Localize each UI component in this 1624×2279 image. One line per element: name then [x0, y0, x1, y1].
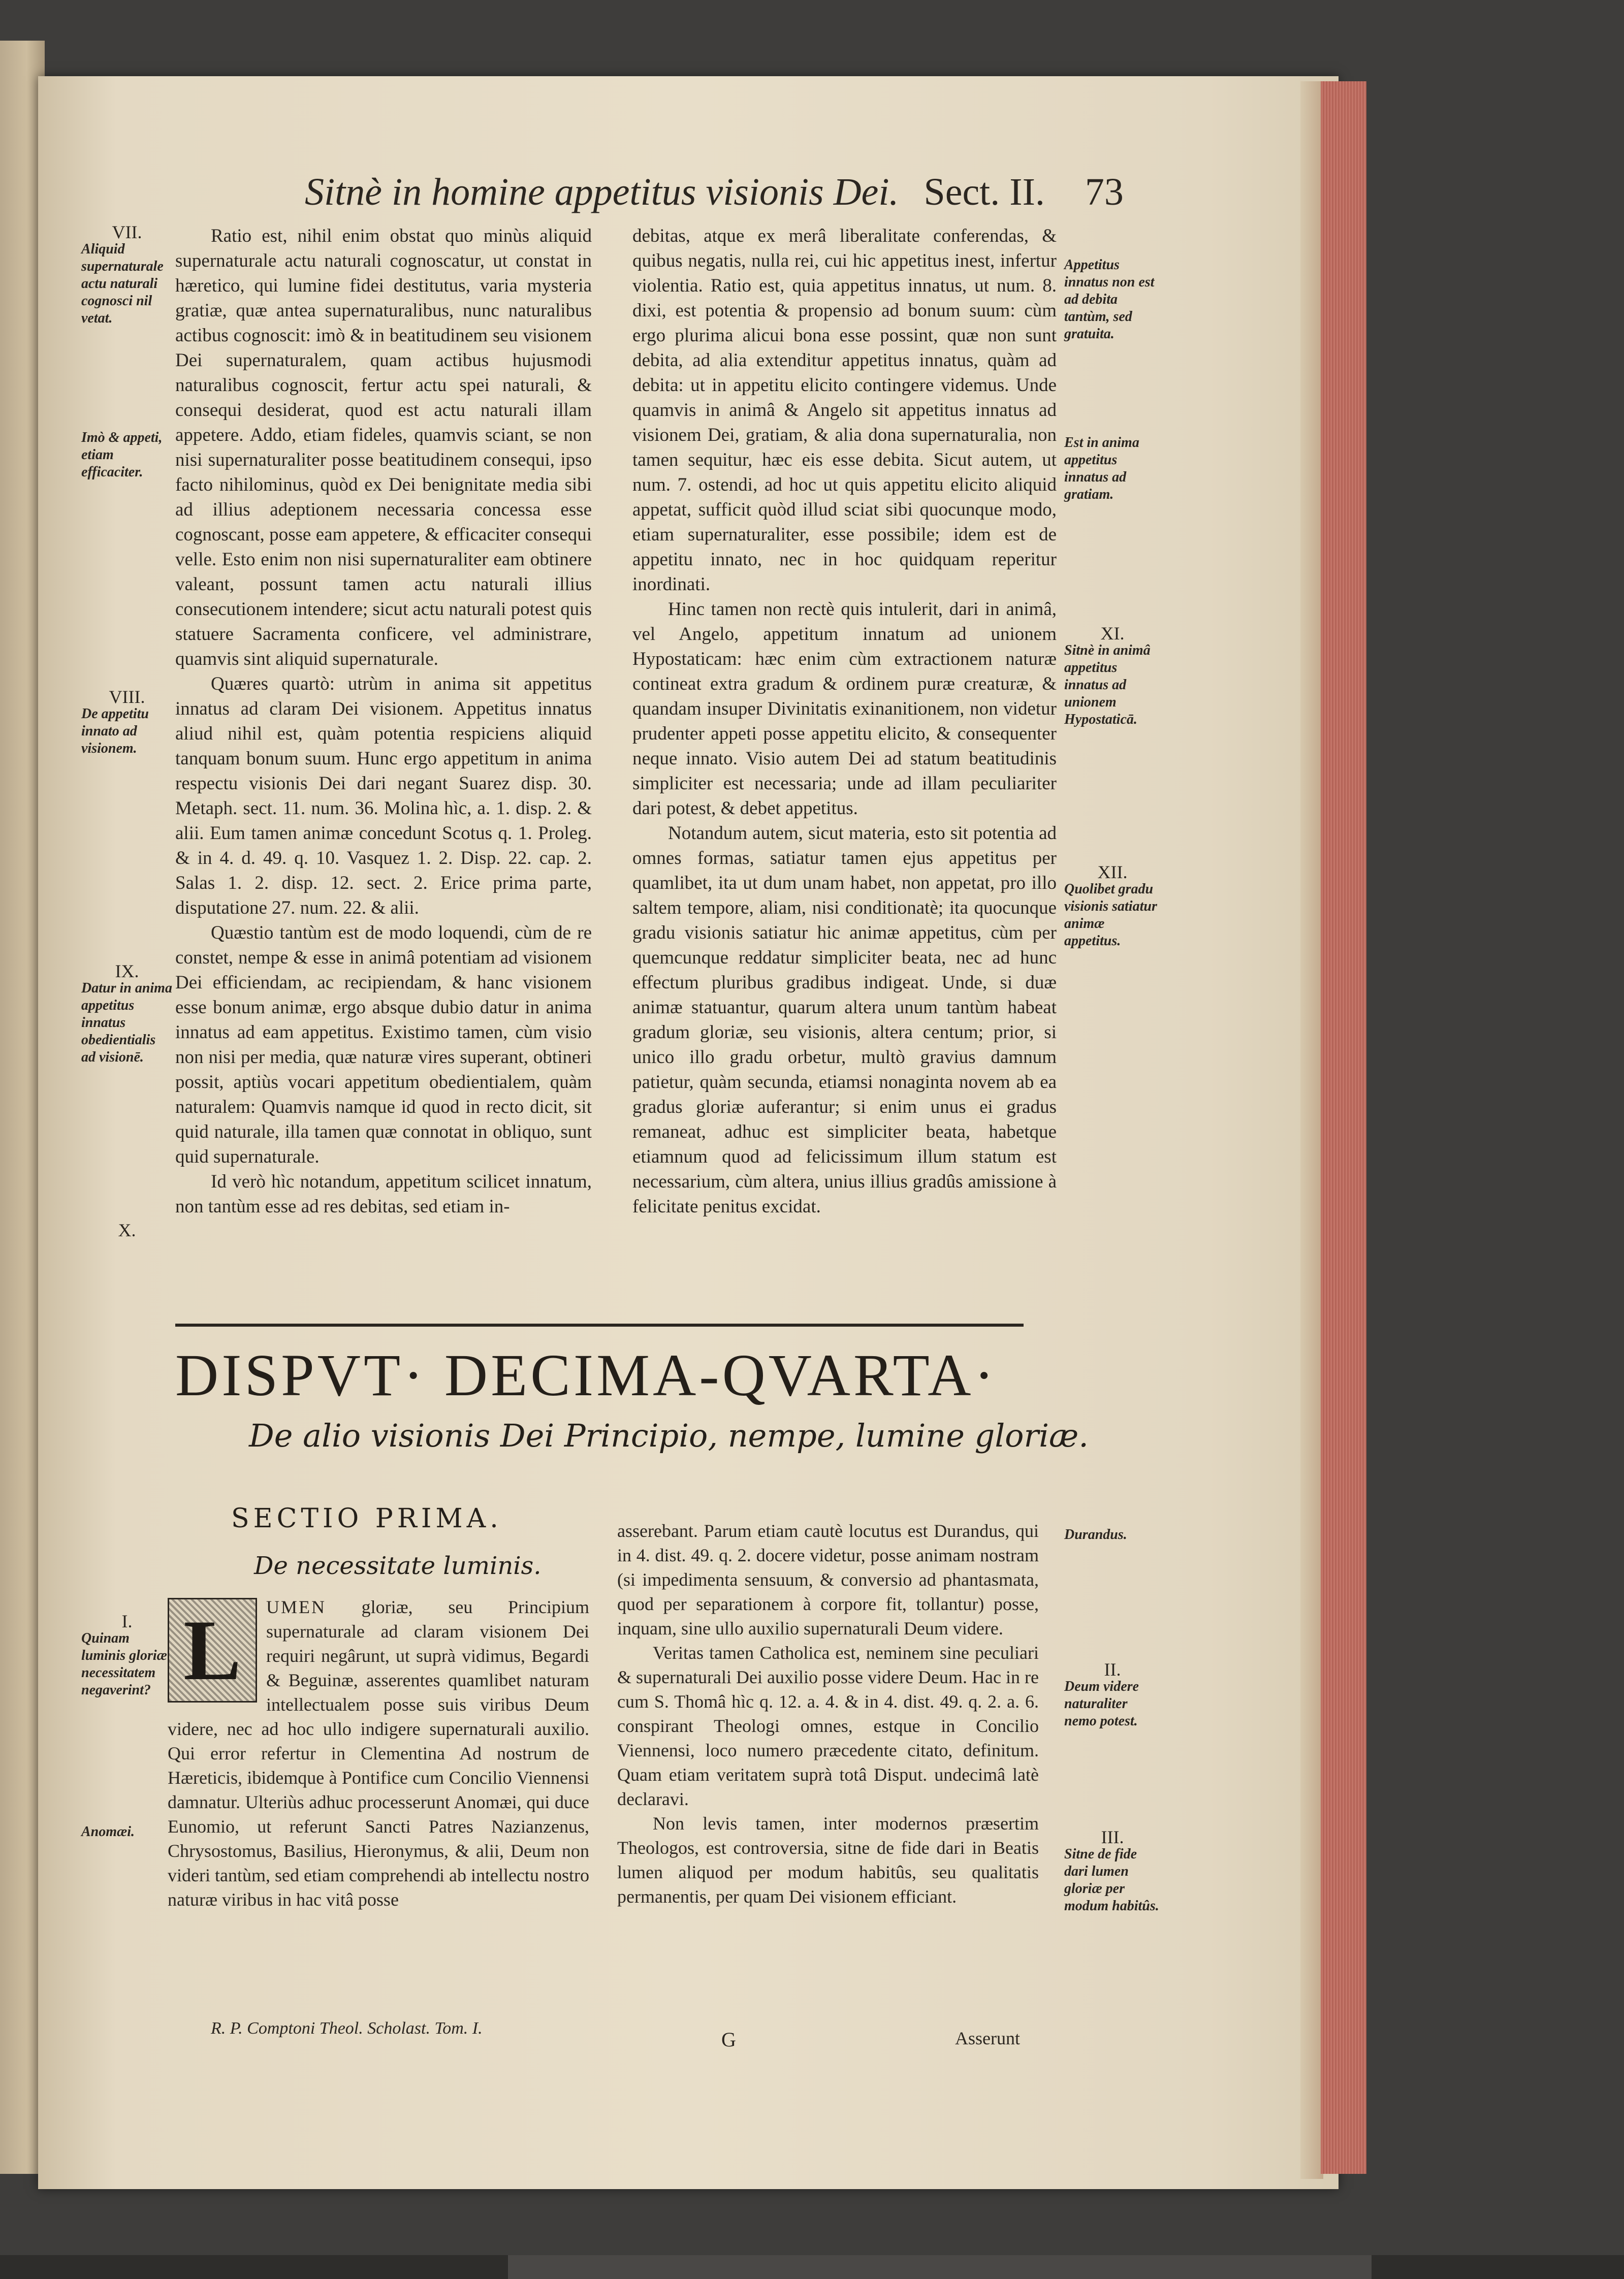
paragraph: Quæres quartò: utrùm in anima sit appetitus innatus ad claram Dei visionem. Appetitus innatus aliud nihil est, quàm potentia respiciens aliquid tanquam bonum suum. Hunc ergo appetitum in anima respectu visionis Dei dari negant Suarez disp. 30. Metaph. sect. 11. num. 36. Molina hìc, a. 1. disp. 2. & alii. Eum tamen animæ concedunt Scotus q. 1. Proleg. & in 4. d. 49. q. 10. Vasquez 1. 2. Disp. 22. cap. 2. Salas 1. 2. disp. 12. sect. 2. Erice prima parte, disputatione 27. num. 22. & alii.	[175, 673, 592, 918]
margin-note: I. Quinam luminis gloriæ necessitatem negaverint?	[81, 1611, 167, 1698]
section-title: SECTIO PRIMA.	[231, 1503, 502, 1534]
margin-note: Durandus.	[1064, 1527, 1127, 1543]
paragraph: asserebant. Parum etiam cautè locutus est Durandus, qui in 4. dist. 49. q. 2. docere videtur, posse animam nostram (si impedimenta sensuum, & conversio ad phantasmata, quod per separationem à corpore fit, tollantur) posse, inquam, sine ullo auxilio supernaturali Deum videre.	[617, 1521, 1039, 1639]
running-header	[305, 170, 1124, 214]
lower-left-column	[168, 1595, 589, 1912]
disputation-subtitle: De alio visionis Dei Principio, nempe, lumine gloriæ.	[249, 1417, 1089, 1454]
margin-note: X.	[118, 1220, 136, 1240]
page-number: 73	[1085, 171, 1124, 213]
signature-mark: G	[721, 2028, 736, 2051]
upper-right-column	[632, 223, 1057, 1219]
page-stack-edge	[1300, 81, 1323, 2179]
margin-note: IX. Datur in anima appetitus innatus obedientialis ad visionē.	[81, 961, 172, 1065]
paragraph: Hinc tamen non rectè quis intulerit, dari in animâ, vel Angelo, appetitum innatum ad unionem Hypostaticam: hæc enim cùm extractionem naturæ contineat extra gradum & ordinem puræ creaturæ, & quandam insuper Divinitatis exinanitionem, non videtur prudenter appeti posse appetitu elicito, & consequenter neque innato. Visio autem Dei ad statum beatitudinis simpliciter est necessaria; unde ad illam peculiariter dari potest, & debet appetitus.	[632, 599, 1057, 819]
paragraph: gloriæ, seu Principium supernaturale ad claram visionem Dei requiri negârunt, ut suprà vidimus, Begardi & Beguinæ, asserentes quamlibet naturam intellectualem posse suis viribus Deum videre, nec ad hoc ullo indigere supernaturali auxilio. Qui error refertur in Clementina Ad nostrum de Hæreticis, ibidemque à Pontifice cum Concilio Viennensi damnatur. Ulteriùs adhuc processerunt Anomæi, qui duce Eunomio, ut referunt Sancti Patres Nazianzenus, Chrysostomus, Basilius, Hieronymus, & alii, Deum non videri tantùm, sed etiam comprehendi ab intellectu nostro naturæ viribus in hac vitâ posse	[168, 1597, 589, 1910]
disputation-title: DISPVT· DECIMA-QVARTA·	[175, 1342, 997, 1408]
paragraph: Non levis tamen, inter modernos præsertim Theologos, est controversia, sitne de fide dari in Beatis lumen aliquod per modum habitûs, seu qualitatis permanentis, per quam Dei visionem efficiant.	[617, 1813, 1039, 1907]
margin-note: XI. Sitnè in animâ appetitus innatus ad unionem Hypostaticā.	[1064, 623, 1151, 727]
paragraph: Id verò hìc notandum, appetitum scilicet innatum, non tantùm esse ad res debitas, sed etiam in-	[175, 1171, 592, 1217]
paragraph: Ratio est, nihil enim obstat quo minùs aliquid supernaturale actu naturali cognoscatur, ut constat in hæretico, qui lumine fidei destitutus, varia mysteria gratiæ, quæ antea supernaturalibus, nunc naturalibus actibus cognoscit: imò & in beatitudinem seu visionem Dei supernaturalem, quam actibus hujusmodi naturalibus cognoscit, fertur actu spei naturali, & consequi desiderat, quod est actu naturali illam appetere. Addo, etiam fideles, quamvis sciant, se non nisi supernaturaliter posse beatitudinem consequi, ipso facto nihilominus, quòd ex Dei benignitate media sibi ad illius adeptionem necessaria concessa esse cognoscant, posse eam appetere, & efficaciter consequi velle. Esto enim non nisi supernaturaliter eam obtinere valeant, possunt tamen actu naturali illius consecutionem intendere; sicut actu naturali potest quis statuere Sacramenta conficere, vel administrare, quamvis sint aliquid supernaturale.	[175, 226, 592, 669]
divider-rule	[175, 1324, 1024, 1327]
red-fore-edge	[1321, 81, 1366, 2174]
margin-note: VIII. De appetitu innato ad visionem.	[81, 687, 149, 756]
header-title: Sitnè in homine appetitus visionis Dei.	[305, 171, 899, 213]
bottom-strip	[508, 2255, 1372, 2279]
catchword: Asserunt	[955, 2028, 1020, 2048]
footer-running-title: R. P. Comptoni Theol. Scholast. Tom. I.	[211, 2019, 483, 2038]
margin-note: XII. Quolibet gradu visionis satiatur animæ appetitus.	[1064, 862, 1157, 949]
margin-note: Anomæi.	[81, 1824, 135, 1840]
decorated-initial: L	[168, 1598, 257, 1703]
paragraph: Veritas tamen Catholica est, neminem sine peculiari & supernaturali Dei auxilio posse videre Deum. Hac in re cum S. Thomâ hìc q. 12. a. 4. & in 4. dist. 49. q. 2. a. 6. conspirant Theologi omnes, estque in Concilio Viennensi, loco numero præcedente citato, definitum. Quam etiam veritatem suprà totâ Disput. undecimâ latè declaravi.	[617, 1643, 1039, 1809]
header-section: Sect. II.	[924, 171, 1045, 213]
margin-note: Est in anima appetitus innatus ad gratiam.	[1064, 435, 1139, 502]
margin-note: Imò & appeti, etiam efficaciter.	[81, 430, 163, 480]
paragraph: Notandum autem, sicut materia, esto sit potentia ad omnes formas, satiatur tamen ejus appetitus per quamlibet, ita ut dum unam habet, non appetat, pro illo saltem tempore, aliam, nisi conditionatè; ita quocunque gradu visionis satiatur hic animæ appetitus, cùm per quemcunque reddatur simpliciter beata, nec ad hunc effectum pluribus gradibus indigeat. Unde, si duæ animæ statuantur, quarum altera unum tantùm habeat gradum gloriæ, seu visionis, altera centum; prior, si unico illo gradu orbetur, multò gravius damnum patietur, quàm secunda, etiamsi nonaginta novem ab ea gradus gloriæ auferantur; si enim unus ei gradus remaneat, adhuc est simpliciter beata, habetque etiamnum quod ad felicissimum illum statum est necessarium, cùm altera, unius illius gradûs amissione à felicitate penitus excidat.	[632, 823, 1057, 1217]
margin-note: Appetitus innatus non est ad debita tantùm, sed gratuita.	[1064, 257, 1155, 342]
first-word: UMEN	[266, 1597, 326, 1617]
paragraph: debitas, atque ex merâ liberalitate conferendas, & quibus negatis, nulla rei, cui hic appetitus inest, infertur violentia. Ratio est, quia appetitus innatus, ut num. 8. dixi, est potentia & propensio ad bonum suum: cùm ergo plurima alicui bona esse possint, quæ non sunt debita, ad alia extenditur appetitus innatus, quàm ad debita: ut in appetitu elicito contingere videmus. Unde quamvis in animâ & Angelo sit appetitus innatus ad visionem Dei, gratiam, & alia dona supernaturalia, non tamen sequitur, hæc eis esse debita. Sicut autem, ut num. 7. ostendi, ad hoc ut quis appetitu elicito aliquid appetat, sufficit quòd illud sciat sibi quocunque modo, etiam supernaturaliter, esse possibile; idem est de appetitu innato, nec in hoc quidquam reperitur inordinati.	[632, 226, 1057, 595]
margin-note: III. Sitne de fide dari lumen gloriæ per modum habitûs.	[1064, 1827, 1159, 1914]
margin-note: II. Deum videre naturaliter nemo potest.	[1064, 1659, 1139, 1729]
paragraph: Quæstio tantùm est de modo loquendi, cùm de re constet, nempe & esse in animâ potentiam ad visionem Dei efficiendam, ac recipiendam, & hanc visionem esse bonum animæ, ergo absque dubio datur in anima innatus ad eam appetitus. Existimo tamen, cùm visio non nisi per media, quæ naturæ vires superant, obtineri possit, aptiùs vocari appetitum obedientialem, quàm naturalem: Quamvis namque id quod in recto dicit, sit quid naturale, illa tamen quæ connotat in obliquo, sunt quid supernaturale.	[175, 922, 592, 1167]
section-subtitle: De necessitate luminis.	[254, 1552, 542, 1580]
margin-note: VII. Aliquid supernaturale actu naturali cognosci nil vetat.	[81, 222, 164, 326]
lower-right-column	[617, 1519, 1039, 1909]
upper-left-column	[175, 223, 592, 1219]
